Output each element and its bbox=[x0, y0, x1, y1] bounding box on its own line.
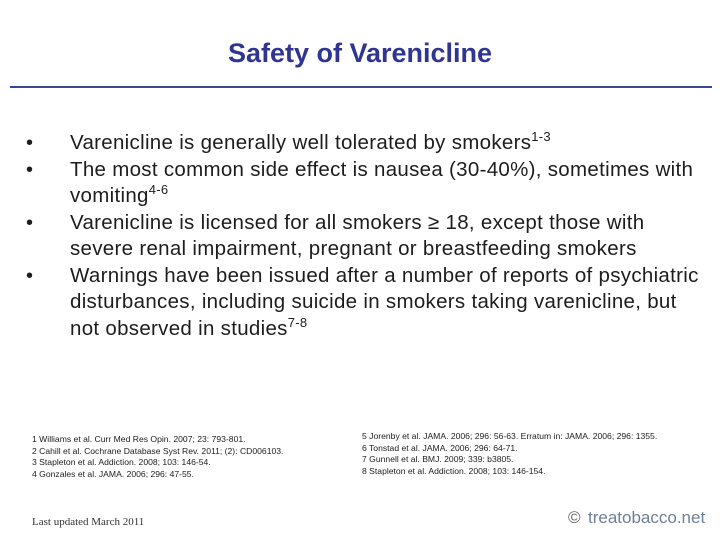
citation-sup: 7-8 bbox=[287, 314, 308, 330]
bullet-item bbox=[26, 130, 706, 157]
bullet-marker: • bbox=[26, 158, 34, 181]
brand-logo-text: treatobacco.net bbox=[588, 508, 706, 527]
reference-item: 6 Tonstad et al. JAMA. 2006; 296: 64-71. bbox=[362, 442, 518, 453]
last-updated-label: Last updated March 2011 bbox=[32, 516, 145, 528]
references-right bbox=[362, 431, 714, 477]
reference-item: 8 Stapleton et al. Addiction. 2008; 103: 146-154. bbox=[362, 465, 546, 476]
bullet-item bbox=[26, 157, 706, 210]
references-left bbox=[32, 434, 352, 480]
bullet-text: Warnings have been issued after a number of reports of psychiatric disturbances, including suicide in smokers taking varenicline, but not observed in studies bbox=[70, 263, 699, 340]
bullet-text: Varenicline is generally well tolerated by smokers bbox=[70, 131, 532, 154]
copyright-icon: © bbox=[568, 508, 581, 527]
bullet-marker: • bbox=[26, 264, 34, 287]
bullet-marker: • bbox=[26, 132, 34, 154]
reference-item: 3 Stapleton et al. Addiction. 2008; 103: 146-54. bbox=[32, 457, 211, 467]
reference-item: 4 Gonzales et al. JAMA. 2006; 296: 47-55. bbox=[32, 468, 194, 479]
bullet-item bbox=[26, 210, 706, 263]
bullet-list bbox=[26, 130, 706, 342]
slide-title: Safety of Varenicline bbox=[227, 38, 493, 68]
bullet-marker: • bbox=[26, 211, 34, 234]
reference-item: 1 Williams et al. Curr Med Res Opin. 2007; 23: 793-801. bbox=[32, 434, 246, 444]
bullet-text: The most common side effect is nausea (30-40%), sometimes with vomiting bbox=[70, 157, 694, 207]
citation-sup: 1-3 bbox=[531, 129, 551, 144]
title-divider bbox=[10, 86, 712, 88]
bullet-item bbox=[26, 263, 706, 343]
reference-item: 5 Jorenby et al. JAMA. 2006; 296: 56-63. Erratum in: JAMA. 2006; 296: 1355. bbox=[362, 431, 658, 441]
reference-item: 2 Cahill et al. Cochrane Database Syst Rev. 2011; (2): CD006103. bbox=[32, 445, 284, 456]
citation-sup: 4-6 bbox=[148, 182, 169, 197]
bullet-text: Varenicline is licensed for all smokers ≥ 18, except those with severe renal impairment, pregnant or breastfeeding smokers bbox=[70, 210, 645, 260]
reference-item: 7 Gunnell et al. BMJ. 2009; 339: b3805. bbox=[362, 454, 514, 464]
